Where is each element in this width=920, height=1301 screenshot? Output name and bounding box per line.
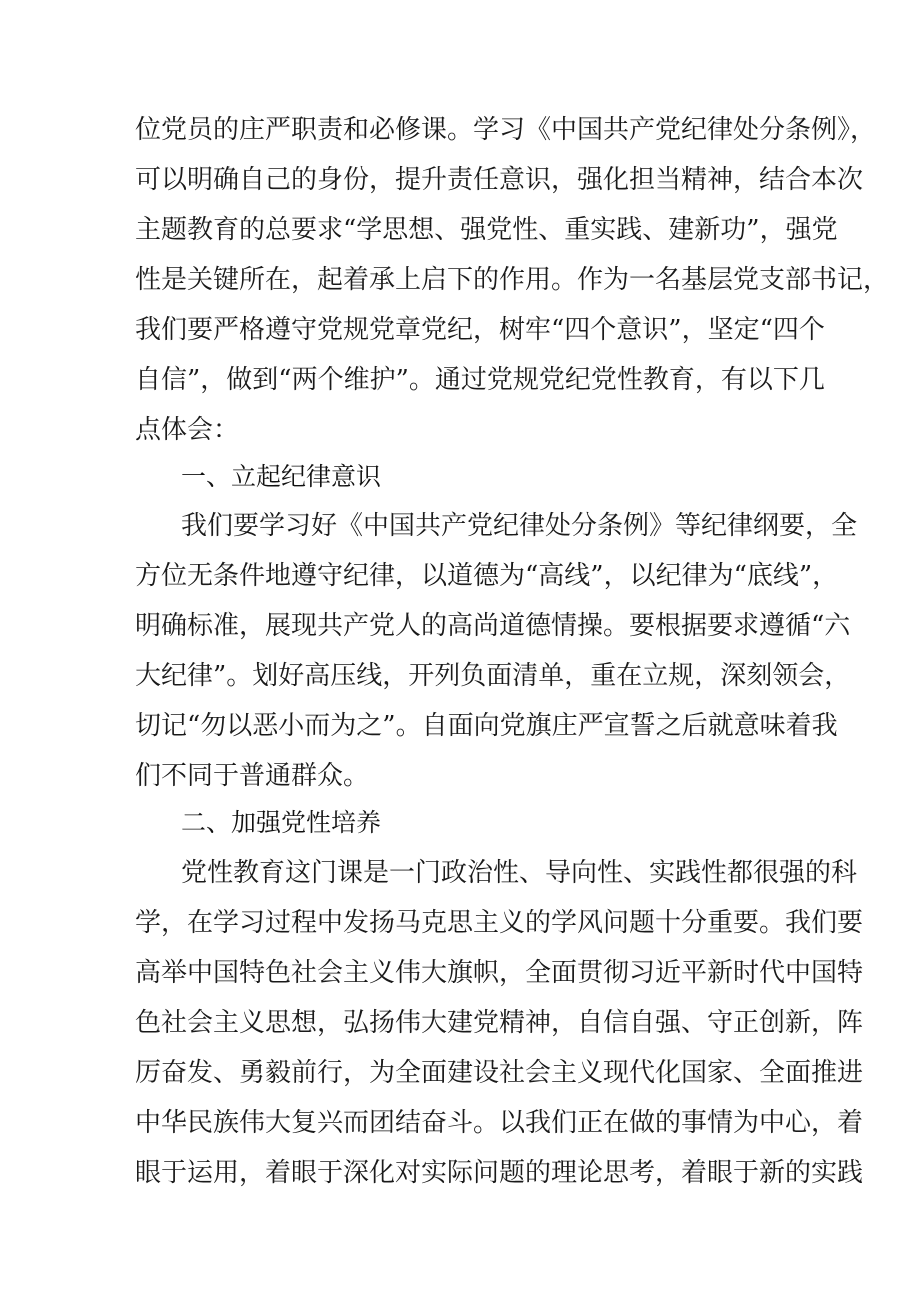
section2-line-2: 学，在学习过程中发扬马克思主义的学风问题十分重要。我们要 [135, 908, 864, 938]
section1-line-4: 大纪律”。划好高压线，开列负面清单，重在立规，深刻领会， [135, 661, 851, 691]
section1-line-1: 我们要学习好《中国共产党纪律处分条例》等纪律纲要，全 [181, 511, 858, 541]
section2-line-1: 党性教育这门课是一门政治性、导向性、实践性都很强的科 [181, 858, 858, 888]
section1-line-5: 切记“勿以恶小而为之”。自面向党旗庄严宣誓之后就意味着我 [135, 711, 838, 741]
section1-line-2: 方位无条件地遵守纪律，以道德为“高线”，以纪律为“底线”， [135, 561, 839, 591]
section2-line-4: 色社会主义思想，弘扬伟大建党精神，自信自强、守正创新，阵 [135, 1008, 864, 1038]
intro-line-1: 位党员的庄严职责和必修课。学习《中国共产党纪律处分条例》， [135, 115, 877, 145]
section1-line-3: 明确标准，展现共产党人的高尚道德情操。要根据要求遵循“六 [135, 611, 851, 641]
section1-line-6: 们不同于普通群众。 [135, 761, 370, 791]
intro-line-6: 自信”，做到“两个维护”。通过党规党纪党性教育，有以下几 [135, 365, 825, 395]
intro-line-4: 性是关键所在，起着承上启下的作用。作为一名基层党支部书记， [135, 265, 890, 295]
section2-line-3: 高举中国特色社会主义伟大旗帜，全面贯彻习近平新时代中国特 [135, 958, 864, 988]
section-heading-1: 一、立起纪律意识 [181, 462, 382, 491]
section2-line-6: 中华民族伟大复兴而团结奋斗。以我们正在做的事情为中心，着 [135, 1108, 864, 1138]
intro-line-7: 点体会： [135, 415, 240, 445]
section-heading-2: 二、加强党性培养 [181, 808, 382, 837]
section2-line-5: 厉奋发、勇毅前行，为全面建设社会主义现代化国家、全面推进 [135, 1058, 864, 1088]
intro-line-3: 主题教育的总要求“学思想、强党性、重实践、建新功”，强党 [135, 215, 838, 245]
intro-line-2: 可以明确自己的身份，提升责任意识，强化担当精神，结合本次 [135, 165, 864, 195]
section2-line-7: 眼于运用，着眼于深化对实际问题的理论思考，着眼于新的实践 [135, 1158, 864, 1188]
intro-line-5: 我们要严格遵守党规党章党纪，树牢“四个意识”，坚定“四个 [135, 315, 825, 345]
